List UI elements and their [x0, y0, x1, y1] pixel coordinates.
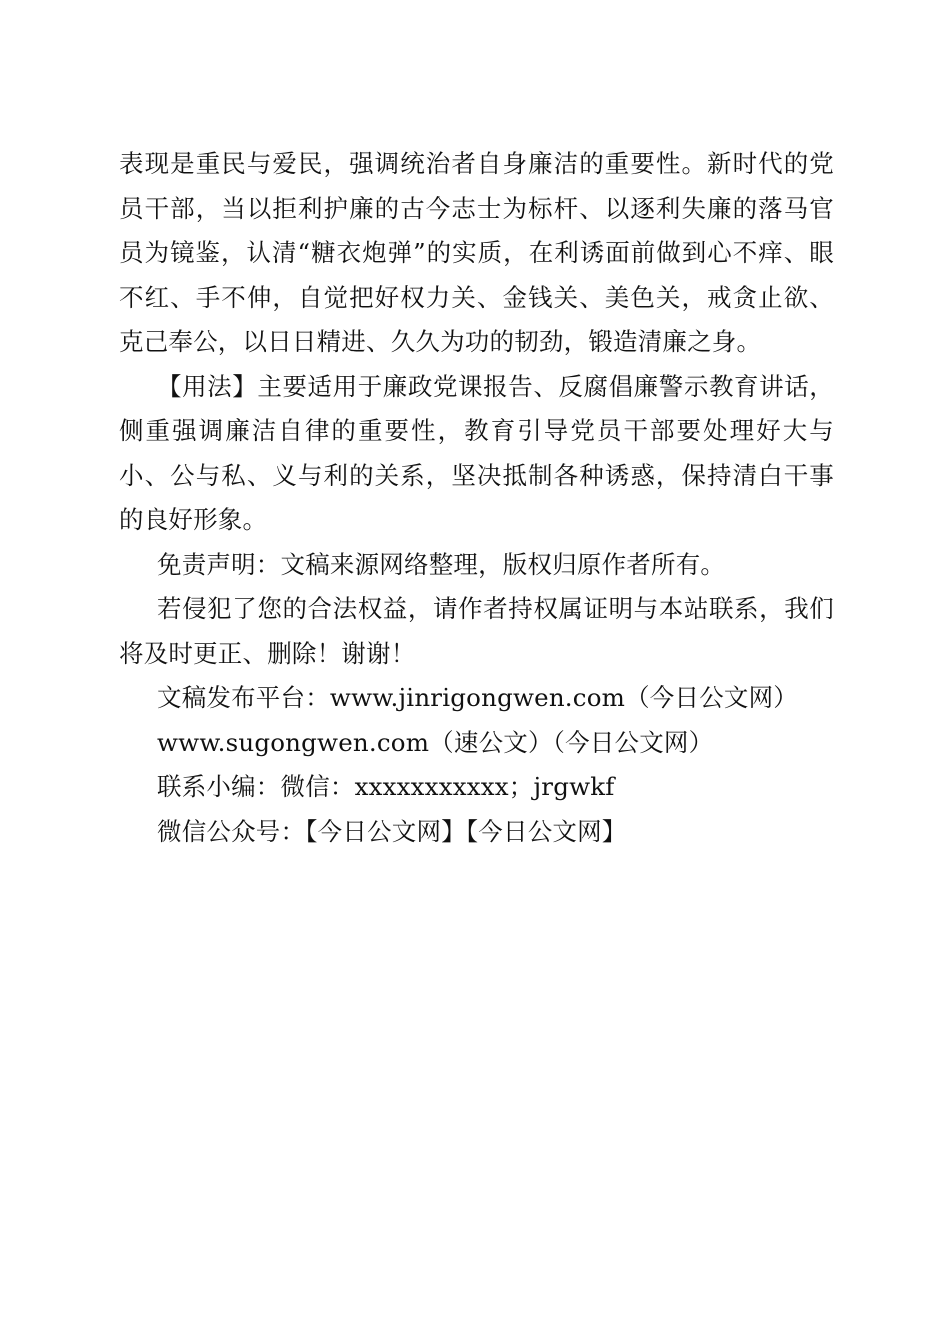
website-line: www.sugongwen.com（速公文）（今日公文网）: [157, 727, 714, 757]
wechat-public-line: 微信公众号：【今日公文网】【今日公文网】: [157, 816, 627, 846]
contact-line: 联系小编：微信：xxxxxxxxxxx；jrgwkf: [157, 772, 615, 801]
infringement-paragraph: 若侵犯了您的合法权益，请作者持权属证明与本站联系，我们将及时更正、删除！谢谢！: [119, 594, 834, 668]
usage-paragraph: 【用法】主要适用于廉政党课报告、反腐倡廉警示教育讲话，侧重强调廉洁自律的重要性，教育引导党员干部要处理好大与小、公与私、义与利的关系，坚决抵制各种诱惑，保持清白干事的良好形象。: [119, 371, 834, 534]
disclaimer-paragraph: 免责声明：文稿来源网络整理，版权归原作者所有。: [157, 549, 726, 579]
main-paragraph: 表现是重民与爱民，强调统治者自身廉洁的重要性。新时代的党员干部，当以拒利护廉的古今志士为标杆、以逐利失廉的落马官员为镜鉴，认清“糖衣炮弹”的实质，在利诱面前做到心不痒、眼不红、手不伸，自觉把好权力关、金钱关、美色关，戒贪止欲、克己奉公，以日日精进、久久为功的韧劲，锻造清廉之身。: [119, 149, 834, 356]
document-content: [119, 142, 834, 854]
platform-line: 文稿发布平台：www.jinrigongwen.com（今日公文网）: [157, 683, 798, 712]
